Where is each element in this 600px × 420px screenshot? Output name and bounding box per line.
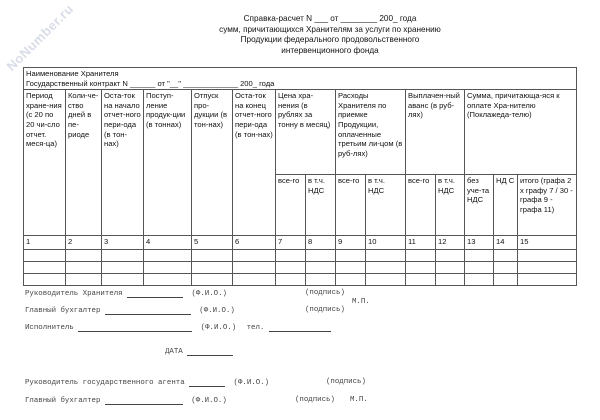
subheader-13: без уче-та НДС [465, 175, 494, 236]
table-cell[interactable] [233, 274, 276, 286]
table-cell[interactable] [406, 274, 436, 286]
subheader-10: в т.ч. НДС [366, 175, 406, 236]
header-storage-price: Цена хра-нения (в рублях за тонну в месяц) [276, 90, 336, 175]
table-cell[interactable] [494, 262, 518, 274]
date-line [165, 347, 233, 356]
table-cell[interactable] [144, 262, 192, 274]
contract-label: Государственный контракт N ______ от "__" _____________ 200_ года [26, 78, 275, 88]
signature-label-2: (подпись) [295, 396, 335, 404]
tel-label: тел. [246, 324, 265, 332]
executor-label: Исполнитель [25, 324, 74, 332]
table-cell[interactable] [518, 262, 577, 274]
table-cell[interactable] [406, 250, 436, 262]
table-cell[interactable] [102, 250, 144, 262]
header-advance-paid: Выплачен-ный аванс (в руб-лях) [406, 90, 465, 175]
header-amount-due: Сумма, причитающа-яся к оплате Хра-нителю (Поклажеда-телю) [465, 90, 577, 175]
col-num: 4 [144, 236, 192, 250]
header-keeper-expenses: Расходы Хранителя по приемке Продукции, оплаченные третьим ли-цом (в руб-лях) [336, 90, 406, 175]
fio-label: (Ф.И.О.) [199, 307, 235, 315]
col-num: 7 [276, 236, 306, 250]
subheader-12: в т.ч. НДС [436, 175, 465, 236]
col-num: 13 [465, 236, 494, 250]
table-cell[interactable] [518, 274, 577, 286]
fio-label: (Ф.И.О.) [200, 324, 237, 332]
date-field[interactable] [187, 347, 233, 356]
chief-accountant-line [25, 306, 235, 315]
table-cell[interactable] [494, 250, 518, 262]
table-cell[interactable] [24, 250, 66, 262]
table-cell[interactable] [102, 274, 144, 286]
head-keeper-line [25, 289, 227, 298]
head-agent-line [25, 378, 269, 387]
stamp-label-2: М.П. [350, 396, 368, 404]
keeper-contract-cell [24, 68, 577, 90]
table-cell[interactable] [24, 274, 66, 286]
table-row [24, 274, 577, 286]
document-title [180, 14, 480, 56]
table-cell[interactable] [66, 274, 102, 286]
table-cell[interactable] [102, 262, 144, 274]
table-cell[interactable] [144, 274, 192, 286]
table-row [24, 262, 577, 274]
table-cell[interactable] [366, 262, 406, 274]
head-keeper-field[interactable] [127, 289, 183, 298]
table-cell[interactable] [233, 250, 276, 262]
col-num: 11 [406, 236, 436, 250]
table-cell[interactable] [233, 262, 276, 274]
table-cell[interactable] [192, 250, 233, 262]
col-num: 6 [233, 236, 276, 250]
title-line-3: Продукции федерального продовольственного [240, 35, 420, 45]
signature-label: (подпись) [326, 378, 366, 386]
date-label: ДАТА [165, 348, 183, 356]
signature-label: (подпись) [305, 306, 345, 314]
subheader-15: итого (графа 2 х графу 7 / 30 - графа 9 - графа 11) [518, 175, 577, 236]
table-cell[interactable] [436, 262, 465, 274]
table-cell[interactable] [66, 262, 102, 274]
table-cell[interactable] [66, 250, 102, 262]
fio-label: (Ф.И.О.) [191, 290, 227, 298]
chief-accountant-2-label: Главный бухгалтер [25, 397, 101, 405]
header-days: Коли-че-ство дней в пе-риоде [66, 90, 102, 236]
table-cell[interactable] [436, 274, 465, 286]
table-cell[interactable] [436, 250, 465, 262]
table-cell[interactable] [306, 250, 336, 262]
table-cell[interactable] [276, 274, 306, 286]
col-num: 12 [436, 236, 465, 250]
table-cell[interactable] [192, 274, 233, 286]
title-line-2: сумм, причитающихся Хранителям за услуги по хранению [219, 24, 441, 34]
head-agent-field[interactable] [189, 378, 225, 387]
table-cell[interactable] [336, 274, 366, 286]
header-release: Отпуск про-дукции (в тон-нах) [192, 90, 233, 236]
table-cell[interactable] [465, 262, 494, 274]
watermark: NoNumber.ru [3, 1, 77, 74]
stamp-label: М.П. [352, 298, 370, 306]
table-cell[interactable] [366, 250, 406, 262]
keeper-name-label: Наименование Хранителя [26, 69, 119, 78]
col-num: 8 [306, 236, 336, 250]
fio-label: (Ф.И.О.) [191, 397, 227, 405]
col-num: 10 [366, 236, 406, 250]
table-cell[interactable] [518, 250, 577, 262]
title-line-1: Справка-расчет N ___ от ________ 200_ года [243, 14, 417, 23]
table-cell[interactable] [144, 250, 192, 262]
title-line-4: интервенционного фонда [281, 45, 379, 55]
tel-field[interactable] [269, 323, 331, 332]
header-receipt: Поступ-ление продук-ции (в тоннах) [144, 90, 192, 236]
subheader-7: все-го [276, 175, 306, 236]
fio-label: (Ф.И.О.) [233, 379, 270, 387]
header-opening-balance: Оста-ток на начало отчет-ного пери-ода (в тон-нах) [102, 90, 144, 236]
head-keeper-label: Руководитель Хранителя [25, 290, 123, 298]
col-num: 15 [518, 236, 577, 250]
chief-accountant-field[interactable] [105, 306, 191, 315]
subheader-9: все-го [336, 175, 366, 236]
table-cell[interactable] [336, 262, 366, 274]
head-agent-label: Руководитель государственного агента [25, 379, 185, 387]
table-cell[interactable] [24, 262, 66, 274]
table-cell[interactable] [406, 262, 436, 274]
column-numbers-row [24, 236, 577, 250]
col-num: 1 [24, 236, 66, 250]
chief-accountant-label: Главный бухгалтер [25, 307, 101, 315]
table-cell[interactable] [192, 262, 233, 274]
col-num: 2 [66, 236, 102, 250]
table-cell[interactable] [465, 274, 494, 286]
executor-field[interactable] [78, 323, 192, 332]
table-cell[interactable] [336, 250, 366, 262]
col-num: 5 [192, 236, 233, 250]
subheader-14: НД С [494, 175, 518, 236]
col-num: 9 [336, 236, 366, 250]
subheader-11: все-го [406, 175, 436, 236]
subheader-8: в т.ч. НДС [306, 175, 336, 236]
col-num: 14 [494, 236, 518, 250]
table-cell[interactable] [366, 274, 406, 286]
chief-accountant-2-line [25, 396, 227, 405]
signature-label: (подпись) [305, 289, 345, 297]
calculation-table [23, 67, 577, 286]
table-cell[interactable] [276, 262, 306, 274]
table-cell[interactable] [494, 274, 518, 286]
header-period: Период хране-ния (с 20 по 20 чи-сло отчет. меся-ца) [24, 90, 66, 236]
table-cell[interactable] [306, 262, 336, 274]
table-row [24, 250, 577, 262]
table-cell[interactable] [306, 274, 336, 286]
col-num: 3 [102, 236, 144, 250]
table-cell[interactable] [465, 250, 494, 262]
header-closing-balance: Оста-ток на конец отчет-ного пери-ода (в тон-нах) [233, 90, 276, 236]
executor-line [25, 323, 331, 332]
chief-accountant-2-field[interactable] [105, 396, 183, 405]
table-cell[interactable] [276, 250, 306, 262]
